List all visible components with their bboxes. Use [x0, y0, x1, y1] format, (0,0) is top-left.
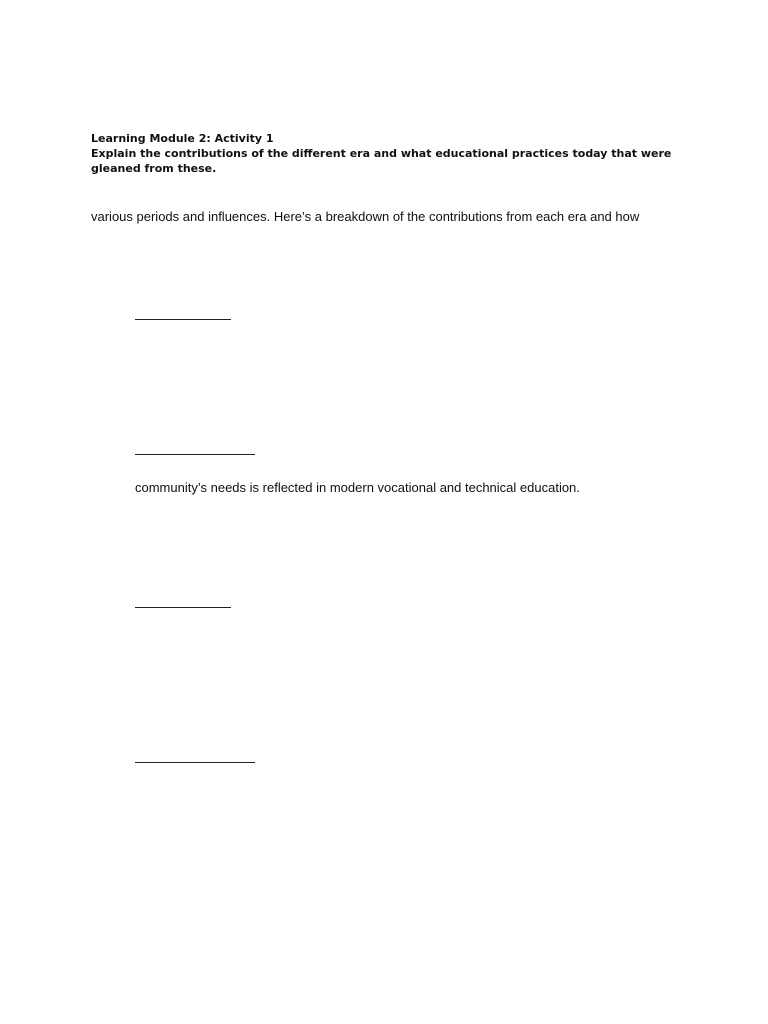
section-heading-rule-1: [135, 319, 231, 320]
section-heading-rule-3: [135, 607, 231, 608]
heading-title: Learning Module 2: Activity 1: [91, 132, 274, 145]
heading-prompt-line-2: gleaned from these.: [91, 162, 217, 175]
activity-heading: [91, 131, 691, 176]
section-heading-rule-2: [135, 454, 255, 455]
heading-prompt-line-1: Explain the contributions of the different era and what educational practices today that were: [91, 147, 672, 160]
community-paragraph-fragment: community’s needs is reflected in modern vocational and technical education.: [135, 480, 580, 495]
section-heading-rule-4: [135, 762, 255, 763]
intro-paragraph-fragment: various periods and influences. Here’s a breakdown of the contributions from each era and how: [91, 209, 640, 224]
